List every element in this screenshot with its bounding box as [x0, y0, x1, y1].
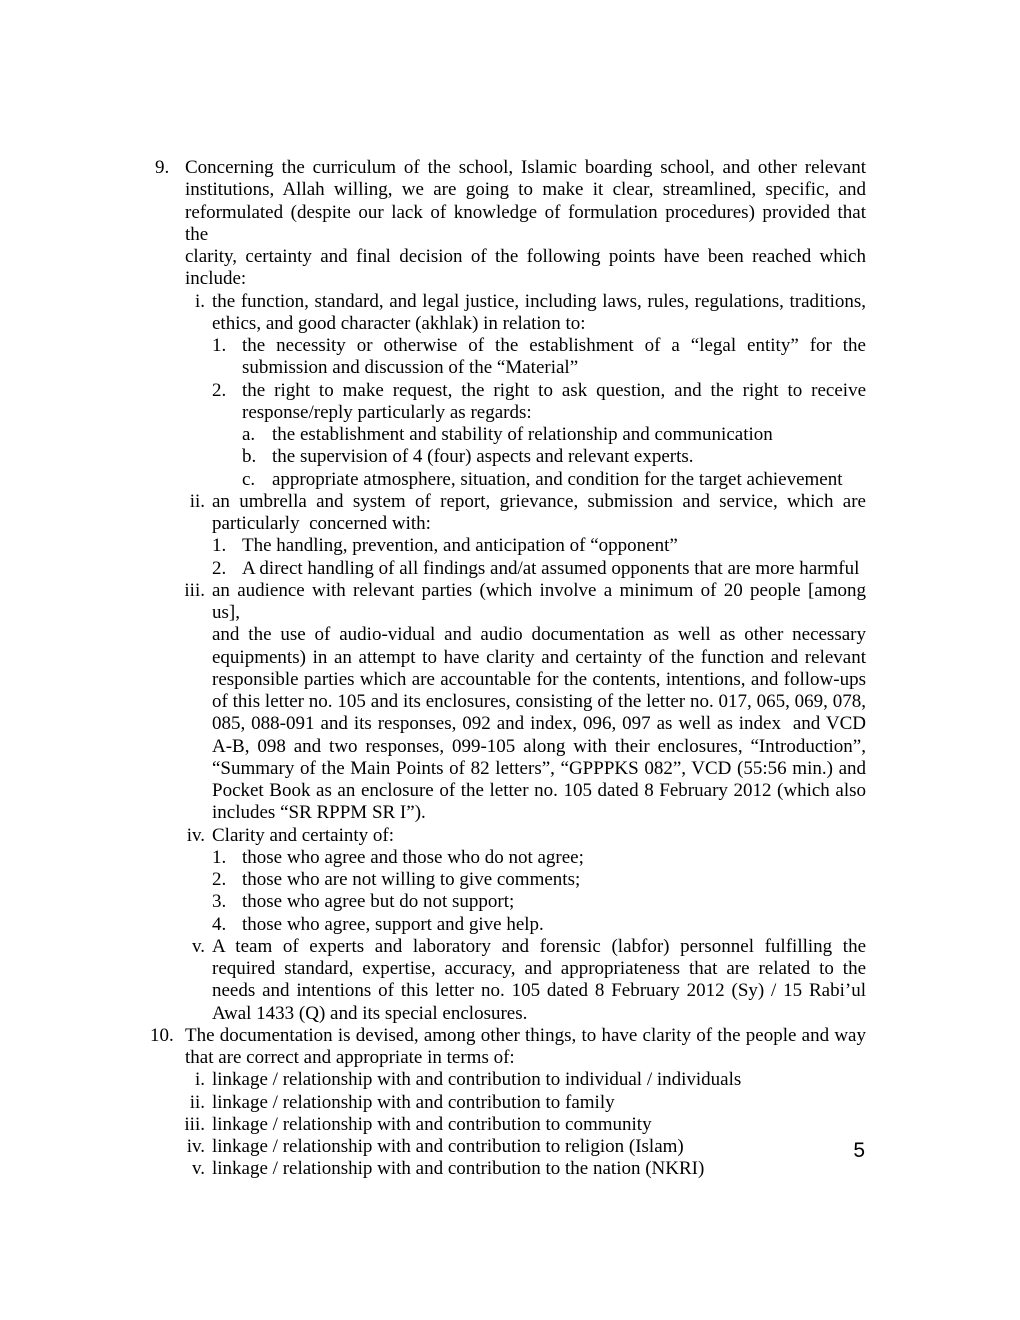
list-marker: 2.	[212, 557, 227, 579]
list-marker: 4.	[212, 913, 227, 935]
text-line: reformulated (despite our lack of knowledge of formulation procedures) provided that the	[185, 201, 871, 245]
list-marker: ii.	[189, 490, 205, 512]
list-marker: 9.	[155, 157, 170, 178]
list-marker: 1.	[212, 335, 227, 356]
text-line: clarity, certainty and final decision of the following points have been reached which	[185, 246, 866, 267]
text-line: linkage / relationship with and contribution to religion (Islam)	[212, 1136, 684, 1157]
text-line: Awal 1433 (Q) and its special enclosures.	[212, 1002, 528, 1024]
text-line: needs and intentions of this letter no. 105 dated 8 February 2012 (Sy) / 15 Rabi’ul	[212, 980, 866, 1002]
text-line: the function, standard, and legal justice, including laws, rules, regulations, traditions,	[212, 290, 866, 312]
text-line: The handling, prevention, and anticipation of “opponent”	[242, 535, 678, 557]
list-item-9-ii-1	[150, 535, 866, 557]
text-line: A-B, 098 and two responses, 099-105 along with their enclosures, “Introduction”,	[212, 735, 866, 757]
list-marker: iv.	[186, 824, 205, 846]
list-item-9-iv-4	[150, 914, 866, 936]
text-line: Concerning the curriculum of the school, Islamic boarding school, and other relevant	[185, 157, 866, 178]
list-marker: iii.	[184, 579, 205, 601]
list-item-9-ii-2	[150, 558, 866, 580]
text-line: responsible parties which are accountable for the contents, intentions, and follow-ups	[212, 668, 866, 690]
list-marker: 10.	[150, 1024, 174, 1046]
text-line: an umbrella and system of report, grievance, submission and service, which are	[212, 490, 866, 512]
list-item-9-i	[150, 291, 866, 336]
list-marker: ii.	[189, 1091, 205, 1113]
list-item-10-v	[150, 1158, 866, 1180]
list-marker: iii.	[184, 1113, 205, 1135]
list-item-9-iii	[150, 579, 871, 825]
text-line: institutions, Allah willing, we are going to make it clear, streamlined, specific, and	[185, 179, 866, 201]
text-line: the establishment and stability of relationship and communication	[272, 424, 773, 445]
text-line: those who agree but do not support;	[242, 891, 515, 913]
list-item-10-iii	[150, 1114, 866, 1136]
text-line: of this letter no. 105 and its enclosures, consisting of the letter no. 017, 065, 069, 078,	[212, 691, 866, 712]
text-line: linkage / relationship with and contribution to individual / individuals	[212, 1069, 742, 1091]
list-item-9-i-1	[150, 335, 866, 380]
list-item-9	[150, 157, 871, 291]
text-line: submission and discussion of the “Material”	[242, 357, 579, 379]
list-marker: v.	[191, 935, 205, 957]
list-item-9-iv-3	[150, 891, 866, 913]
text-line: linkage / relationship with and contribution to family	[212, 1091, 615, 1113]
list-marker: b.	[242, 446, 257, 468]
text-line: the supervision of 4 (four) aspects and relevant experts.	[272, 446, 694, 468]
list-marker: iv.	[186, 1136, 205, 1157]
list-item-10	[150, 1025, 866, 1070]
text-line: 085, 088-091 and its responses, 092 and index, 096, 097 as well as index and VCD	[212, 713, 866, 735]
text-line: A team of experts and laboratory and forensic (labfor) personnel fulfilling the	[212, 935, 866, 957]
list-item-10-i	[150, 1069, 866, 1091]
document-content	[150, 157, 871, 1181]
text-line: linkage / relationship with and contribution to community	[212, 1113, 652, 1135]
list-item-9-i-2-a	[150, 424, 866, 446]
list-marker: 2.	[212, 869, 227, 890]
list-item-9-v	[150, 936, 866, 1025]
text-line: and the use of audio-vidual and audio documentation as well as other necessary	[212, 624, 866, 646]
list-item-9-i-2-b	[150, 446, 866, 468]
list-marker: v.	[191, 1158, 205, 1180]
list-item-9-ii	[150, 491, 866, 536]
list-item-9-i-2-c	[150, 469, 866, 491]
text-line: includes “SR RPPM SR I”).	[212, 802, 426, 824]
list-marker: 1.	[212, 535, 227, 557]
text-line: Pocket Book as an enclosure of the letter no. 105 dated 8 February 2012 (which also	[212, 780, 866, 801]
text-line: equipments) in an attempt to have clarity and certainty of the function and relevant	[212, 646, 866, 668]
text-line: appropriate atmosphere, situation, and condition for the target achievement	[272, 468, 843, 490]
list-item-9-iv-1	[150, 847, 866, 869]
list-marker: i.	[194, 290, 205, 312]
page-number: 5	[853, 1139, 865, 1162]
list-marker: c.	[242, 468, 256, 490]
text-line: A direct handling of all findings and/at assumed opponents that are more harmful	[242, 557, 860, 579]
text-line: those who agree and those who do not agree;	[242, 846, 584, 868]
list-marker: i.	[194, 1069, 205, 1091]
list-item-9-i-2	[150, 380, 866, 425]
text-line: particularly concerned with:	[212, 513, 431, 534]
list-item-10-iv	[150, 1136, 866, 1158]
list-item-9-iv-2	[150, 869, 866, 891]
text-line: “Summary of the Main Points of 82 letters”, “GPPPKS 082”, VCD (55:56 min.) and	[212, 757, 866, 779]
text-line: linkage / relationship with and contribution to the nation (NKRI)	[212, 1158, 705, 1180]
text-line: ethics, and good character (akhlak) in relation to:	[212, 312, 586, 334]
list-item-9-iv	[150, 825, 866, 847]
list-marker: a.	[242, 424, 256, 445]
list-item-10-ii	[150, 1092, 866, 1114]
text-line: the right to make request, the right to ask question, and the right to receive	[242, 379, 866, 401]
list-marker: 2.	[212, 379, 227, 401]
text-line: response/reply particularly as regards:	[242, 401, 532, 423]
text-line: that are correct and appropriate in terms of:	[185, 1047, 515, 1068]
list-marker: 3.	[212, 891, 227, 913]
text-line: those who are not willing to give comments;	[242, 869, 581, 890]
text-line: an audience with relevant parties (which involve a minimum of 20 people [among us],	[212, 579, 871, 623]
list-marker: 1.	[212, 846, 227, 868]
text-line: required standard, expertise, accuracy, and appropriateness that are related to the	[212, 958, 866, 979]
text-line: The documentation is devised, among other things, to have clarity of the people and way	[185, 1024, 866, 1046]
text-line: include:	[185, 268, 247, 290]
text-line: the necessity or otherwise of the establishment of a “legal entity” for the	[242, 335, 866, 356]
text-line: those who agree, support and give help.	[242, 913, 544, 935]
text-line: Clarity and certainty of:	[212, 824, 395, 846]
